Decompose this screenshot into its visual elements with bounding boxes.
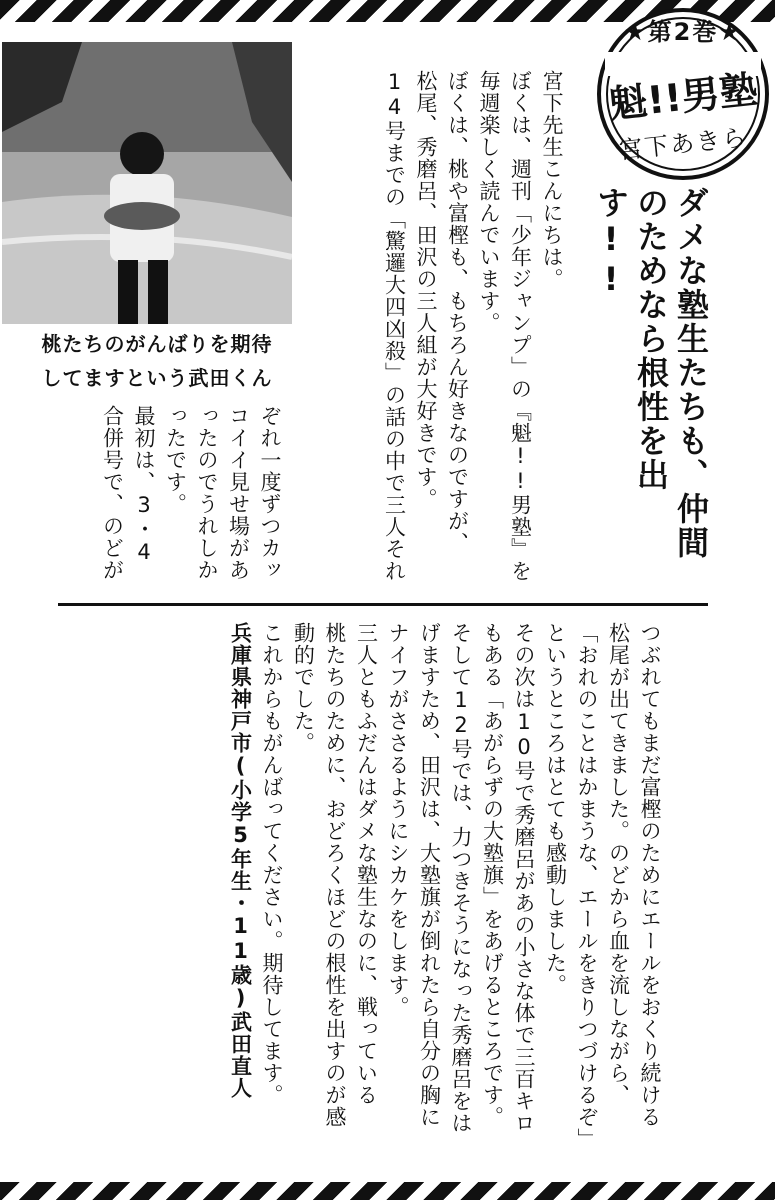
letter-line: これからもがんばってください。期待してます。 [260, 622, 284, 1106]
letter-signature: 兵庫県神戸市(小学5年生・11歳)武田直人 [228, 622, 253, 1099]
letter-upper [378, 70, 567, 592]
letter-line: ったのでうれしか [195, 405, 219, 581]
letter-line: ぞれ一度ずつカッ [258, 405, 282, 581]
letter-line: 松尾が出てきました。のどから血を流しながら、 [606, 622, 631, 1106]
letter-line: コイイ見せ場があ [226, 405, 251, 581]
caption-line: してますという武田くん [41, 366, 273, 390]
photo-caption [12, 327, 302, 395]
letter-line: 最初は、3・4 [132, 405, 156, 565]
letter-line: そして12号では、力つきそうになった秀磨呂をは [449, 622, 473, 1134]
caption-line: 桃たちのがんばりを期待 [41, 332, 273, 356]
letter-line: つぶれてもまだ富樫のためにエールをおくり続ける [638, 622, 662, 1128]
letter-line: もある「あがらずの大塾旗」をあげるところです。 [480, 622, 505, 1128]
letter-line: ぼくは、桃や富樫も、もちろん好きなのですが、 [445, 70, 470, 554]
letter-lower [224, 622, 665, 1162]
letter-line: 「おれのことはかまうな、エールをきりつづけるぞ」 [575, 622, 599, 1150]
stamp-author: 宮下あきら [617, 123, 750, 165]
letter-line: その次は10号で秀磨呂があの小さな体で三百キロ [512, 622, 536, 1134]
headline-line: のためなら根性を出す!! [592, 186, 670, 492]
letter-upper-cont [96, 405, 285, 590]
letter-line: 合併号で、のどが [100, 405, 125, 581]
stamp-title: 魁!!男塾 [607, 67, 760, 127]
letter-line: げますため、田沢は、大塾旗が倒れたら自分の胸に [417, 622, 442, 1128]
letter-line: 宮下先生こんにちは。 [540, 70, 564, 290]
letter-line: ぼくは、週刊「少年ジャンプ」の『魁!!男塾』を [508, 70, 533, 582]
letter-line: 桃たちのために、おどろくほどの根性を出すのが感 [323, 622, 347, 1128]
letter-line: ナイフがささるようにシカケをします。 [386, 622, 410, 1018]
letter-line: 三人ともふだんはダメな塾生なのに、戦っている [354, 622, 379, 1106]
letter-line: 毎週楽しく読んでいます。 [477, 70, 501, 334]
letter-line: 動的でした。 [291, 622, 316, 754]
headline [591, 186, 711, 586]
letter-line: 14号までの「驚邏大四凶殺」の話の中で三人それ [382, 70, 407, 582]
letter-line: というところはとても感動しました。 [543, 622, 568, 996]
letter-line: 松尾、秀磨呂、田沢の三人組が大好きです。 [414, 70, 438, 510]
letter-line: ったです。 [163, 405, 188, 515]
reader-photo [2, 42, 292, 324]
section-divider [58, 603, 708, 606]
bottom-border-stripe [0, 1182, 775, 1200]
headline-line: ダメな塾生たちも、仲間 [672, 186, 710, 560]
stamp-volume: ★第2巻★ [624, 18, 742, 46]
series-stamp [595, 6, 771, 182]
